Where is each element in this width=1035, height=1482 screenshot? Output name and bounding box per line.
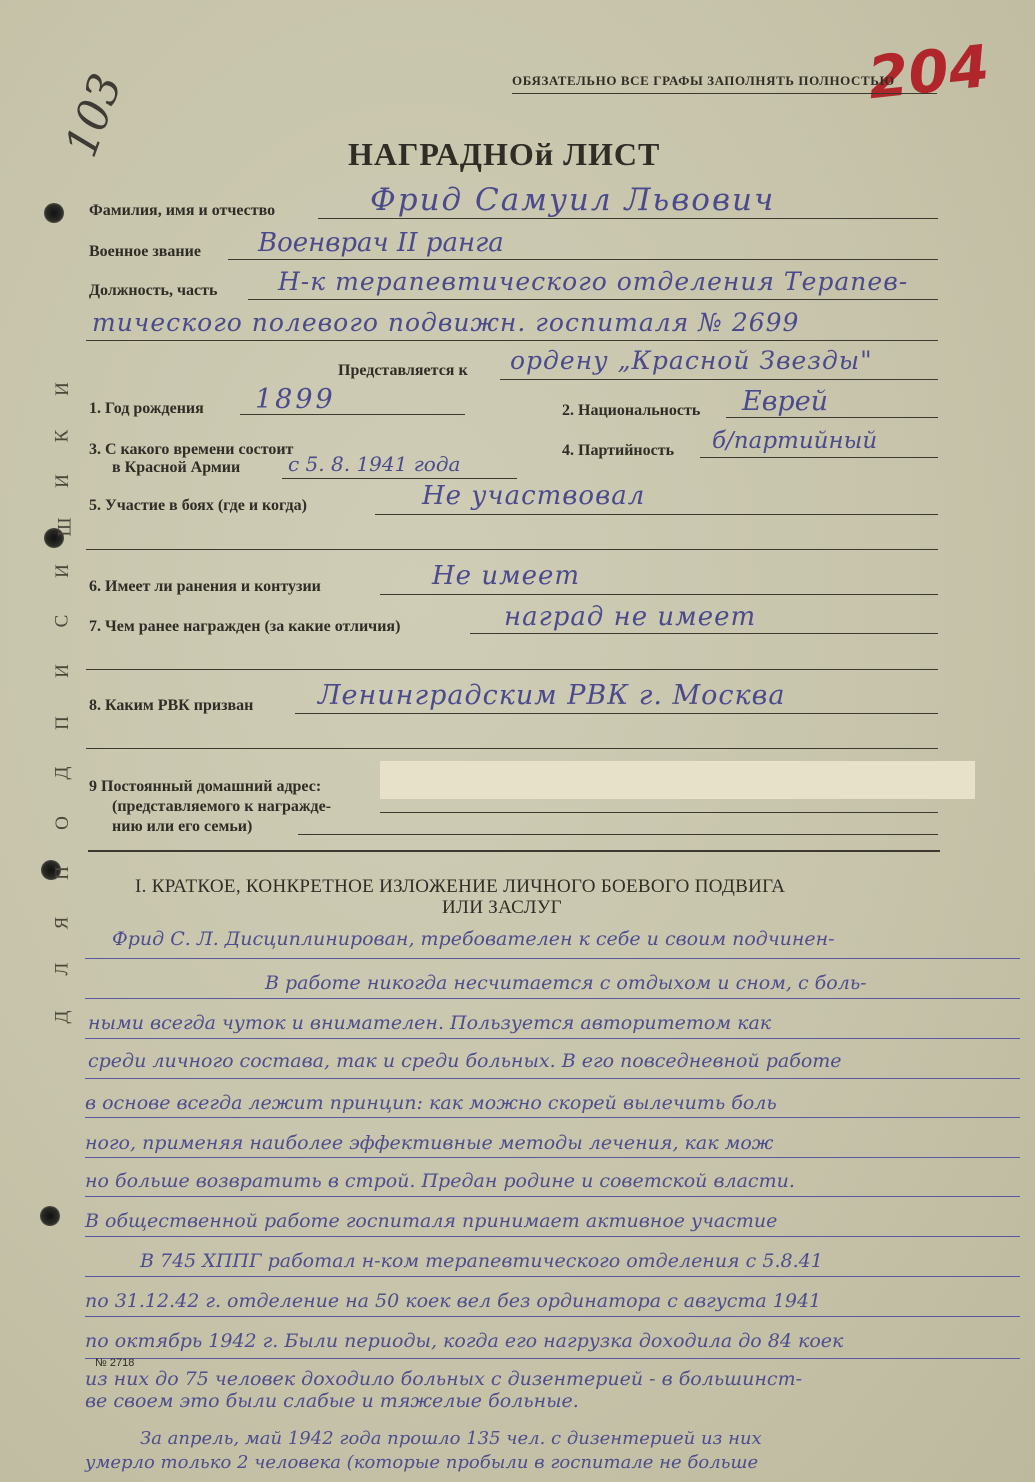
party-label: 4. Партийность [562, 442, 675, 459]
narrative-underline [85, 1196, 1020, 1197]
punch-hole-1 [44, 203, 64, 223]
birth-line [240, 414, 465, 415]
service-label-2: в Красной Армии [112, 459, 241, 476]
narrative-line: в основе всегда лежит принцип: как можно скорей вылечить боль [85, 1092, 777, 1114]
section-heading-1: I. КРАТКОЕ, КОНКРЕТНОЕ ИЗЛОЖЕНИЕ ЛИЧНОГО БОЕВОГО ПОДВИГА [135, 876, 786, 897]
narrative-line: из них до 75 человек доходило больных с дизентерией - в большинст- [85, 1368, 803, 1390]
side-letter: О [51, 816, 73, 830]
address-label-3: нию или его семьи) [112, 818, 253, 835]
rvk-line-2 [86, 748, 938, 749]
address-label-2: (представляемого к награжде- [112, 798, 332, 815]
side-letter: П [51, 866, 73, 880]
party-value: б/партийный [712, 428, 878, 454]
narrative-line: ве своем это были слабые и тяжелые больные. [85, 1390, 579, 1412]
address-line-1 [380, 812, 938, 813]
awards-label: 7. Чем ранее награжден (за какие отличия) [89, 618, 401, 635]
position-line-2 [86, 340, 938, 341]
name-value: Фрид Самуил Львович [370, 182, 776, 218]
wounds-line [380, 594, 938, 595]
header-notice-underline [512, 93, 937, 94]
narrative-line: В работе никогда несчитается с отдыхом и сном, с боль- [265, 972, 867, 994]
nominated-label: Представляется к [338, 362, 468, 379]
name-label: Фамилия, имя и отчество [89, 202, 276, 219]
sheet-number: 204 [864, 31, 993, 113]
side-letter: П [51, 716, 73, 730]
narrative-underline [85, 1117, 1020, 1118]
narrative-underline [85, 1078, 1020, 1079]
address-line-2 [298, 834, 938, 835]
battles-line-2 [86, 549, 938, 550]
rank-line [228, 259, 938, 260]
rank-label: Военное звание [89, 243, 201, 260]
rvk-label: 8. Каким РВК призван [89, 697, 254, 714]
narrative-line: В 745 ХППГ работал н-ком терапевтического отделения с 5.8.41 [140, 1250, 823, 1272]
position-value-1: Н-к терапевтического отделения Терапев- [278, 267, 909, 296]
awards-value: наград не имеет [504, 602, 757, 632]
narrative-line: ного, применяя наиболее эффективные методы лечения, как мож [85, 1132, 774, 1154]
side-letter: С [51, 614, 73, 628]
side-letter: Д [51, 766, 73, 780]
punch-hole-4 [40, 1206, 60, 1226]
section-heading-2: ИЛИ ЗАСЛУГ [442, 897, 562, 918]
narrative-underline [85, 958, 1020, 959]
narrative-underline [85, 1236, 1020, 1237]
side-letter: И [51, 474, 73, 488]
position-value-2: тического полевого подвижн. госпиталя № 2699 [92, 308, 800, 337]
nationality-line [726, 417, 938, 418]
rank-value: Военврач II ранга [258, 228, 504, 258]
awards-line-1 [470, 633, 938, 634]
narrative-underline [85, 1276, 1020, 1277]
narrative-underline [85, 1157, 1020, 1158]
narrative-line: ными всегда чуток и внимателен. Пользуется авторитетом как [88, 1012, 772, 1034]
address-redaction [380, 761, 975, 799]
birth-value: 1899 [255, 384, 336, 415]
service-label-1: 3. С какого времени состоит [89, 441, 294, 458]
narrative-line: умерло только 2 человека (которые пробыли в госпитале не больше [85, 1452, 759, 1473]
battles-label: 5. Участие в боях (где и когда) [89, 497, 307, 514]
narrative-line: но больше возвратить в строй. Предан родине и советской власти. [85, 1170, 795, 1192]
header-notice: ОБЯЗАТЕЛЬНО ВСЕ ГРАФЫ ЗАПОЛНЯТЬ ПОЛНОСТЬЮ [512, 73, 895, 88]
side-letter: И [51, 664, 73, 678]
nationality-value: Еврей [742, 386, 829, 417]
side-letter: Л [51, 962, 73, 976]
narrative-underline [85, 1358, 1020, 1359]
narrative-line: по октябрь 1942 г. Были периоды, когда его нагрузка доходила до 84 коек [85, 1330, 844, 1352]
narrative-line: среди личного состава, так и среди больных. В его повседневной работе [88, 1050, 842, 1072]
position-label: Должность, часть [89, 282, 218, 299]
side-letter: К [51, 429, 73, 443]
side-letter: Я [51, 916, 73, 930]
wounds-value: Не имеет [432, 561, 581, 591]
rvk-line-1 [295, 713, 938, 714]
narrative-line: За апрель, май 1942 года прошло 135 чел. с дизентерией из них [140, 1428, 762, 1449]
position-line-1 [248, 299, 938, 300]
service-line [282, 478, 517, 479]
address-label-1: 9 Постоянный домашний адрес: [89, 778, 322, 795]
narrative-underline [85, 998, 1020, 999]
margin-number: 103 [55, 67, 133, 164]
party-line [700, 457, 938, 458]
narrative-underline [85, 1316, 1020, 1317]
service-value: с 5. 8. 1941 года [288, 452, 461, 476]
form-number: № 2718 [95, 1357, 135, 1369]
rvk-value: Ленинградским РВК г. Москва [318, 680, 786, 711]
narrative-line: Фрид С. Л. Дисциплинирован, требователен к себе и своим подчинен- [112, 928, 835, 950]
wounds-label: 6. Имеет ли ранения и контузии [89, 578, 321, 595]
birth-label: 1. Год рождения [89, 400, 204, 417]
side-letter: Д [51, 1010, 73, 1024]
side-letter: Ш [54, 517, 76, 537]
awards-line-2 [86, 669, 938, 670]
section-separator [88, 850, 940, 852]
side-letter: И [51, 564, 73, 578]
name-line [318, 218, 938, 219]
nominated-value: ордену „Красной Звезды" [510, 346, 873, 375]
nationality-label: 2. Национальность [562, 402, 701, 419]
narrative-line: по 31.12.42 г. отделение на 50 коек вел без ординатора с августа 1941 [85, 1290, 822, 1312]
nominated-line [500, 379, 938, 380]
battles-value: Не участвовал [422, 481, 646, 511]
side-letter: И [51, 382, 73, 396]
narrative-underline [85, 1038, 1020, 1039]
battles-line-1 [375, 514, 938, 515]
narrative-line: В общественной работе госпиталя принимает активное участие [85, 1210, 778, 1232]
document-title: НАГРАДНОй ЛИСТ [348, 136, 661, 172]
